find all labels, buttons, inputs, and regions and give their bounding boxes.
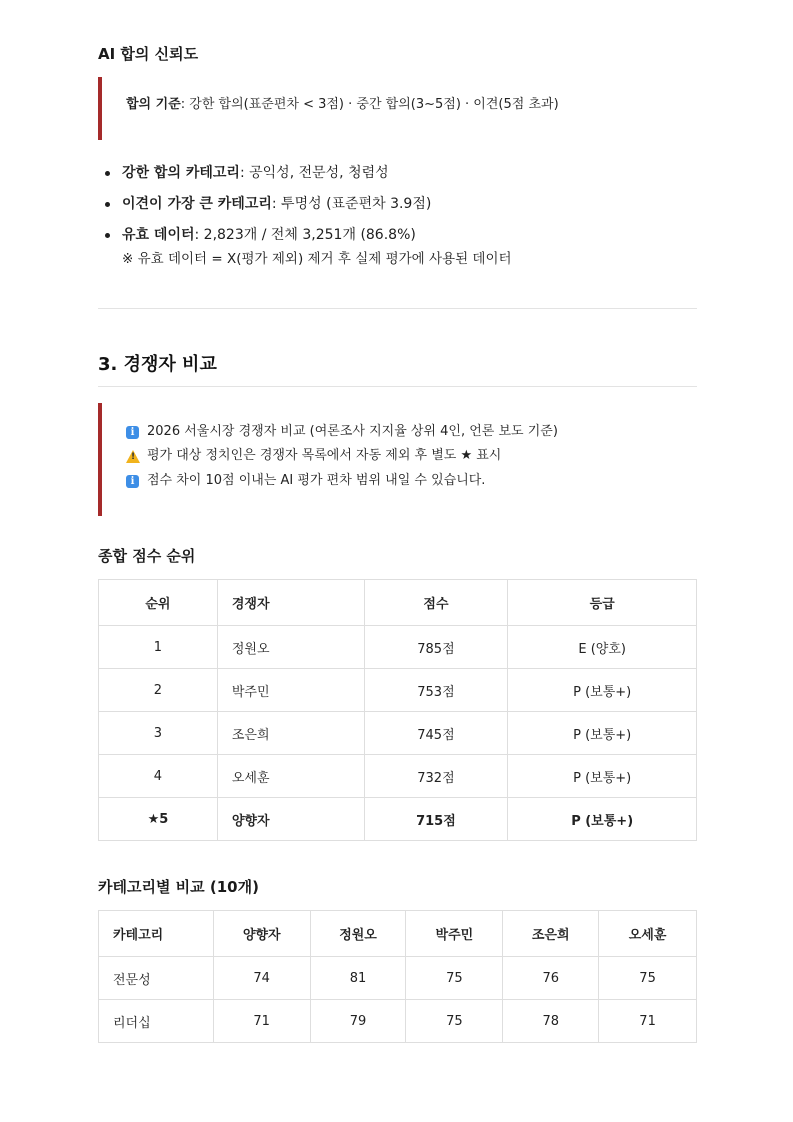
column-header-score: 점수 xyxy=(364,580,508,626)
criteria-text: : 강한 합의(표준편차 < 3점) · 중간 합의(3~5점) · 이견(5점 초과) xyxy=(180,97,559,112)
bullet-text: : 투명성 (표준편차 3.9점) xyxy=(271,196,432,212)
score-cell: 732점 xyxy=(364,755,508,798)
grade-cell: P (보통+) xyxy=(508,669,697,712)
consensus-criteria-callout xyxy=(98,77,697,140)
rank-cell: 3 xyxy=(99,712,218,755)
bullet-label: 이견이 가장 큰 카테고리 xyxy=(122,196,272,212)
column-header-candidate: 정원오 xyxy=(310,911,406,957)
bullet-text: : 2,823개 / 전체 3,251개 (86.8%) xyxy=(194,227,416,243)
rank-cell: 4 xyxy=(99,755,218,798)
info-icon: i xyxy=(126,426,139,439)
bullet-valid-data xyxy=(98,224,697,270)
consensus-heading: AI 합의 신뢰도 xyxy=(98,45,199,63)
bullet-largest-disagreement xyxy=(98,193,697,215)
score-cell: 76 xyxy=(503,957,599,1000)
rank-cell: 1 xyxy=(99,626,218,669)
info-text: 점수 차이 10점 이내는 AI 평가 편차 범위 내일 수 있습니다. xyxy=(147,473,486,488)
info-line xyxy=(126,423,558,441)
consensus-bullets xyxy=(98,162,697,279)
info-line xyxy=(126,472,485,490)
valid-data-note: ※ 유효 데이터 = X(평가 제외) 제거 후 실제 평가에 사용된 데이터 xyxy=(122,251,512,267)
category-cell: 리더십 xyxy=(99,1000,214,1043)
name-cell: 오세훈 xyxy=(217,755,364,798)
column-header-rank: 순위 xyxy=(99,580,218,626)
warning-text: 평가 대상 정치인은 경쟁자 목록에서 자동 제외 후 별도 ★ 표시 xyxy=(147,448,502,463)
competitor-info-callout xyxy=(98,403,697,516)
column-header-competitor: 경쟁자 xyxy=(217,580,364,626)
score-cell: 745점 xyxy=(364,712,508,755)
grade-cell: E (양호) xyxy=(508,626,697,669)
table-row xyxy=(99,1000,697,1043)
grade-cell: P (보통+) xyxy=(508,755,697,798)
score-cell: 78 xyxy=(503,1000,599,1043)
column-header-candidate: 양향자 xyxy=(213,911,310,957)
column-header-candidate: 오세훈 xyxy=(599,911,697,957)
name-cell: 박주민 xyxy=(217,669,364,712)
score-cell: 753점 xyxy=(364,669,508,712)
info-icon: i xyxy=(126,475,139,488)
name-cell: 조은희 xyxy=(217,712,364,755)
score-cell: 75 xyxy=(406,1000,503,1043)
column-header-candidate: 조은희 xyxy=(503,911,599,957)
grade-cell: P (보통+) xyxy=(508,712,697,755)
score-cell: 79 xyxy=(310,1000,406,1043)
column-header-category: 카테고리 xyxy=(99,911,214,957)
column-header-grade: 등급 xyxy=(508,580,697,626)
warning-line xyxy=(126,447,501,465)
table-header-row xyxy=(99,911,697,957)
section-heading-competitor-comparison: 3. 경쟁자 비교 xyxy=(98,354,217,375)
table-header-row xyxy=(99,580,697,626)
consensus-criteria xyxy=(126,94,559,116)
criteria-label: 합의 기준 xyxy=(126,97,181,112)
column-header-candidate: 박주민 xyxy=(406,911,503,957)
score-cell: 81 xyxy=(310,957,406,1000)
table-row xyxy=(99,755,697,798)
divider xyxy=(98,386,697,387)
bullet-strong-consensus xyxy=(98,162,697,184)
score-cell: 75 xyxy=(599,957,697,1000)
table-row xyxy=(99,712,697,755)
score-cell: 71 xyxy=(213,1000,310,1043)
name-cell: 양향자 xyxy=(217,798,364,841)
score-cell: 715점 xyxy=(364,798,508,841)
score-cell: 75 xyxy=(406,957,503,1000)
table-row xyxy=(99,626,697,669)
rank-cell: 2 xyxy=(99,669,218,712)
bullet-label: 강한 합의 카테고리 xyxy=(122,165,240,181)
table-row xyxy=(99,669,697,712)
name-cell: 정원오 xyxy=(217,626,364,669)
info-text: 2026 서울시장 경쟁자 비교 (여론조사 지지율 상위 4인, 언론 보도 기준) xyxy=(147,424,558,439)
warning-icon: ! xyxy=(126,450,140,463)
score-cell: 785점 xyxy=(364,626,508,669)
ranking-table xyxy=(98,579,697,841)
table-row-highlighted xyxy=(99,798,697,841)
bullet-label: 유효 데이터 xyxy=(122,227,195,243)
ranking-heading: 종합 점수 순위 xyxy=(98,547,196,565)
score-cell: 74 xyxy=(213,957,310,1000)
score-cell: 71 xyxy=(599,1000,697,1043)
rank-cell: ★5 xyxy=(99,798,218,841)
category-comparison-heading: 카테고리별 비교 (10개) xyxy=(98,878,259,896)
category-table xyxy=(98,910,697,1043)
divider xyxy=(98,308,697,309)
category-cell: 전문성 xyxy=(99,957,214,1000)
table-row xyxy=(99,957,697,1000)
grade-cell: P (보통+) xyxy=(508,798,697,841)
bullet-text: : 공익성, 전문성, 청렴성 xyxy=(239,165,389,181)
